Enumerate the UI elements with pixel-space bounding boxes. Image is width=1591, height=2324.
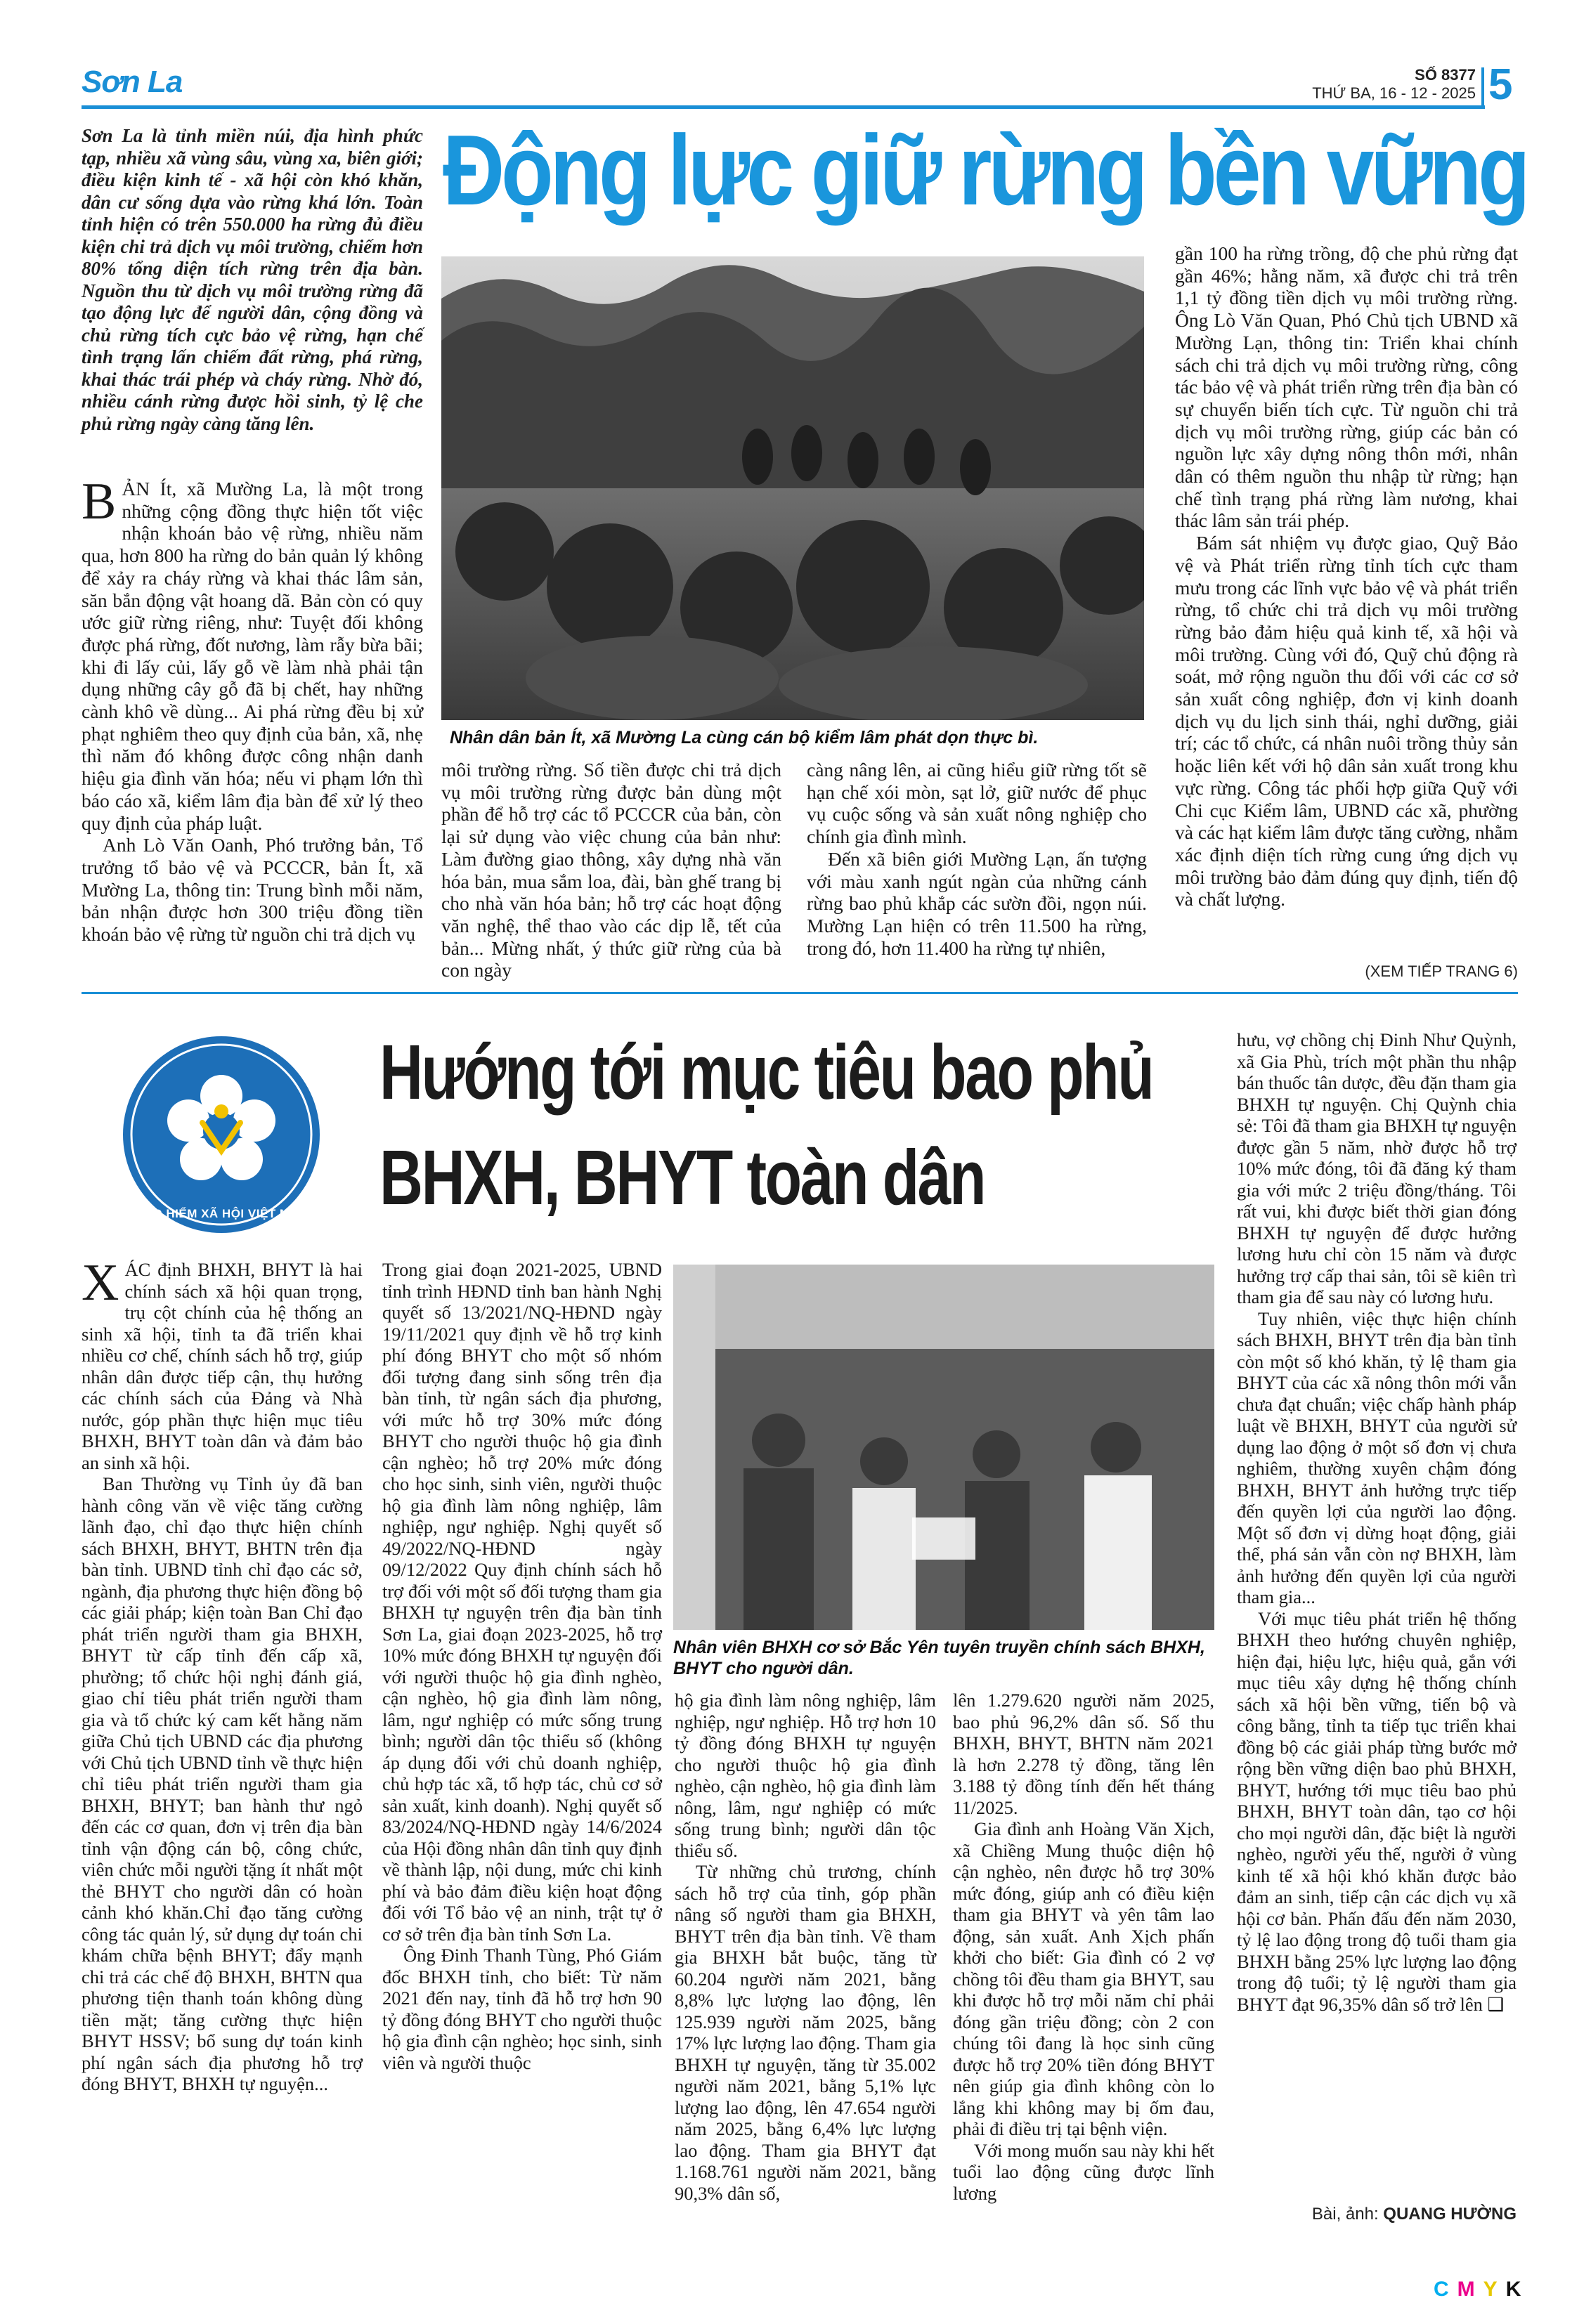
article2-col2-p1: Trong giai đoạn 2021-2025, UBND tỉnh trình HĐND tỉnh ban hành Nghị quyết số 13/2021/NQ-HĐND ngày 19/11/2021 quy định về hỗ trợ kinh phí đóng BHYT cho một số nhóm đối tượng đang sinh sống trên địa bàn tỉnh, từ ngân sách địa phương, với mức hỗ trợ 30% mức đóng BHYT cho người thuộc hộ gia đình cận nghèo; hỗ trợ 20% mức đóng cho học sinh, sinh viên, người thuộc hộ gia đình làm nông nghiệp, lâm nghiệp, ngư nghiệp. Nghị quyết số 49/2022/NQ-HĐND ngày 09/12/2022 Quy định chính sách hỗ trợ đối với một số đối tượng tham gia BHXH tự nguyện trên địa bàn tỉnh Sơn La, giai đoạn 2023-2025, hỗ trợ 10% mức đóng BHXH tự nguyện đối với người thuộc hộ gia đình nghèo, cận nghèo, hộ gia đình làm nông, lâm, ngư nghiệp có mức sống trung bình; người dân tộc thiểu số (không áp dụng đối với chủ doanh nghiệp, chủ hợp tác xã, tổ hợp tác, chủ cơ sở sản xuất, kinh doanh). Nghị quyết số 83/2024/NQ-HĐND ngày 14/6/2024 của Hội đồng nhân dân tỉnh quy định về thành lập, nội dung, mức chi kinh phí và bảo đảm điều kiện hoạt động đối với Tổ bảo vệ an ninh, trật tự ở cơ sở trên địa bàn tỉnh Sơn La. [382, 1259, 662, 1945]
article1-title: Động lực giữ rừng bền vững [443, 115, 1527, 226]
article1-sapo: Sơn La là tỉnh miền núi, địa hình phức tạp, nhiều xã vùng sâu, vùng xa, biên giới; điều kiện kinh tế - xã hội còn khó khăn, dân cư sống dựa vào rừng khá lớn. Toàn tỉnh hiện có trên 550.000 ha rừng đủ điều kiện chi trả dịch vụ môi trường, chiếm hơn 80% tổng diện tích rừng trên địa bàn. Nguồn thu từ dịch vụ môi trường rừng đã tạo động lực để người dân, cộng đồng và chủ rừng tích cực bảo vệ rừng, hạn chế tình trạng lấn chiếm đất rừng, phá rừng, khai thác trái phép và cháy rừng. Nhờ đó, nhiều cánh rừng được hồi sinh, tỷ lệ che phủ rừng ngày càng tăng lên. [82, 125, 423, 434]
article1-column-3 [807, 759, 1147, 959]
page-number: 5 [1488, 60, 1513, 109]
bhxh-logo [119, 1033, 323, 1236]
bhxh-outreach-image [673, 1265, 1214, 1630]
cmyk-marks [1434, 2278, 1529, 2302]
article2-col5-p2: Tuy nhiên, việc thực hiện chính sách BHXH, BHYT trên địa bàn tỉnh còn một số khó khăn, tỷ lệ tham gia BHYT của các xã nông thôn mới vẫn chưa đạt chuẩn; việc chấp hành pháp luật về BHXH, BHYT của người sử dụng lao động ở một số đơn vị chưa nghiêm, thường xuyên chậm đóng BHXH, BHYT ảnh hưởng trực tiếp đến quyền lợi của người lao động. Một số đơn vị dừng hoạt động, giải thể, phá sản vẫn còn nợ BHXH, làm ảnh hưởng đến quyền lợi của người tham gia... [1237, 1307, 1517, 1607]
article2-col3-p1: hộ gia đình làm nông nghiệp, lâm nghiệp, ngư nghiệp. Hỗ trợ hơn 10 tỷ đồng đóng BHXH tự nguyện cho người thuộc hộ gia đình nghèo, cận nghèo, hộ gia đình làm nông, lâm, ngư nghiệp có mức sống trung bình; người dân tộc thiểu số. [675, 1690, 936, 1861]
article2-column-1 [82, 1254, 363, 2095]
article2-title-line1: Hướng tới mục tiêu bao phủ [379, 1029, 1153, 1116]
article1-column-2 [441, 759, 781, 981]
article1-col2-p1: môi trường rừng. Số tiền được chi trả dịch vụ môi trường rừng được bản dùng một phần để hỗ trợ các tổ PCCCR của bản, còn lại sử dụng vào việc chung của bản như: Làm đường giao thông, xây dựng nhà văn hóa bản, mua sắm loa, đài, bàn ghế trang bị cho nhà văn hóa bản; hỗ trợ các hoạt động văn nghệ, thể thao vào các dịp lễ, tết của bản... Mừng nhất, ý thức giữ rừng của bà con ngày [441, 759, 781, 981]
article2-col4-p2: Gia đình anh Hoàng Văn Xịch, xã Chiềng Mung thuộc diện hộ cận nghèo, nên được hỗ trợ 30% mức đóng, giúp anh có điều kiện tham gia BHYT và yên tâm lao động, sản xuất. Anh Xịch phấn khởi cho biết: Gia đình có 2 vợ chồng tôi đều tham gia BHYT, sau khi được hỗ trợ mỗi năm chỉ phải đóng gần triệu đồng; còn 2 con chúng tôi đang là học sinh cũng được hỗ trợ 20% tiền đóng BHYT nên giúp gia đình không còn lo lắng khi không may bị ốm đau, phải đi điều trị tại bệnh viện. [953, 1818, 1214, 2139]
bhxh-logo-text: BẢO HIỂM XÃ HỘI VIỆT NAM [134, 1207, 309, 1220]
article2-photo [673, 1265, 1214, 1630]
article2-column-2 [382, 1259, 662, 2073]
article1-column-1 [82, 473, 423, 946]
forest-clearing-image [441, 256, 1144, 720]
article2-photo-caption: Nhân viên BHXH cơ sở Bắc Yên tuyên truyền chính sách BHXH, BHYT cho người dân. [673, 1638, 1205, 1678]
article2-col3-p2: Từ những chủ trương, chính sách hỗ trợ của tỉnh, góp phần nâng số người tham gia BHXH, BHYT trên địa bàn tỉnh. Về tham gia BHXH bắt buộc, tăng từ 60.204 người năm 2021, bằng 8,8% lực lượng lao động, lên 125.939 người năm 2025, bằng 17% lực lượng lao động. Tham gia BHXH tự nguyện, tăng từ 35.002 người năm 2021, bằng 5,1% lực lượng lao động, lên 47.654 người năm 2025, bằng 6,4% lực lượng lao động. Tham gia BHYT đạt 1.168.761 người năm 2021, bằng 90,3% dân số, [675, 1861, 936, 2204]
article1-continue-note: (XEM TIẾP TRANG 6) [1365, 962, 1518, 980]
article1-col1-p1: ẢN Ít, xã Mường La, là một trong những cộng đồng thực hiện tốt việc nhận khoán bảo vệ rừng, nhiều năm qua, hơn 800 ha rừng do bản quản lý không để xảy ra cháy rừng và khai thác lâm sản, săn bắn động vật hoang dã. Bản còn có quy ước giữ rừng riêng, như: Tuyệt đối không được phá rừng, đốt nương, làm rẫy bừa bãi; khi đi lấy củi, lấy gỗ về làm nhà phải tận dụng những cây gỗ đã bị chết, hay những cành khô về dùng... Ai phá rừng đều bị xử phạt nghiêm theo quy định của bản, xã, nhẹ thì năm đó không được công nhận danh hiệu gia đình văn hóa; nếu vi phạm lớn thì báo cáo xã, kiểm lâm địa bàn để xử lý theo quy định của pháp luật. [82, 478, 423, 834]
byline-name: QUANG HƯỜNG [1383, 2205, 1517, 2224]
article1-col4-p2: Bám sát nhiệm vụ được giao, Quỹ Bảo vệ và Phát triển rừng tỉnh tích cực tham mưu trong các lĩnh vực bảo vệ và phát triển rừng, tổ chức chi trả dịch vụ môi trường rừng bảo đảm hiệu quả kinh tế, xã hội và môi trường. Cùng với đó, Quỹ chủ động rà soát, mở rộng nguồn thu đối với các cơ sở sản xuất công nghiệp, đơn vị kinh doanh dịch vụ du lịch sinh thái, nghỉ dưỡng, giải trí; các tổ chức, cá nhân nuôi trồng thủy sản hoặc liên kết với hộ dân sản xuất trong khu vực rừng. Công tác phối hợp giữa Quỹ với Chi cục Kiểm lâm, UBND các xã, phường và các hạt kiểm lâm được tăng cường, nhằm xác định diện tích rừng cung ứng dịch vụ môi trường bảo đảm đúng quy định, tiến độ và chất lượng. [1175, 532, 1518, 910]
article-separator [82, 992, 1518, 994]
section-name: Sơn La [82, 65, 183, 99]
article2-dropcap: X [82, 1254, 119, 1312]
byline-label: Bài, ảnh: [1311, 2205, 1379, 2224]
article2-col5-p3: Với mục tiêu phát triển hệ thống BHXH theo hướng chuyên nghiệp, hiện đại, hiệu lực, hiệu quả, gắn với mục tiêu xây dựng hệ thống chính sách xã hội bền vững, tiến bộ và công bằng, tỉnh ta tiếp tục triển khai đồng bộ các giải pháp từng bước mở rộng bền vững diện bao phủ BHXH, BHYT, hướng tới mục tiêu bao phủ BHXH, BHYT toàn dân, tạo cơ hội cho mọi người dân, đặc biệt là người nghèo, người yếu thế, người ở vùng kinh tế xã hội khó khăn được bảo đảm an sinh, tiếp cận các dịch vụ xã hội cơ bản. Phấn đấu đến năm 2030, tỷ lệ lao động trong độ tuổi tham gia BHXH bằng 25% lực lượng lao động trong độ tuổi; tỷ lệ người tham gia BHYT đạt 96,35% dân số trở lên ❑ [1237, 1607, 1517, 2015]
article2-col1-p2: Ban Thường vụ Tỉnh ủy đã ban hành công văn về việc tăng cường lãnh đạo, chỉ đạo thực hiện chính sách BHXH, BHYT, BHTN trên địa bàn tỉnh. UBND tỉnh chỉ đạo các sở, ngành, địa phương thực hiện đồng bộ các giải pháp; kiện toàn Ban Chỉ đạo phát triển người tham gia BHXH, BHYT từ cấp tỉnh đến cấp xã, phường; tổ chức hội nghị đánh giá, giao chỉ tiêu phát triển người tham gia và tổ chức ký cam kết hằng năm giữa Chủ tịch UBND các địa phương với Chủ tịch UBND tỉnh về thực hiện chỉ tiêu phát triển người tham gia BHXH, BHYT; ban hành thư ngỏ đến các cơ quan, đơn vị trên địa bàn tỉnh vận động cán bộ, công chức, viên chức mỗi người tặng ít nhất một thẻ BHYT cho người dân có hoàn cảnh khó khăn.Chỉ đạo tăng cường công tác quản lý, sử dụng dự toán chi khám chữa bệnh BHYT; đẩy mạnh chi trả các chế độ BHXH, BHTN qua phương tiện thanh toán không dùng tiền mặt; tăng cường thực hiện BHYT HSSV; bổ sung dự toán kinh phí ngân sách địa phương hỗ trợ đóng BHYT, BHXH tự nguyện... [82, 1473, 363, 2094]
article2-column-4 [953, 1690, 1214, 2204]
article2-byline [1237, 2205, 1517, 2224]
page-number-divider [1481, 67, 1484, 105]
article2-column-3 [675, 1690, 936, 2204]
article2-col5-p1: hưu, vợ chồng chị Đinh Như Quỳnh, xã Gia Phù, trích một phần thu nhập bán thuốc tân dược, đều đặn tham gia BHXH tự nguyện. Chị Quỳnh chia sẻ: Tôi đã tham gia BHXH tự nguyện được gần 5 năm, nhờ được hỗ trợ 10% mức đóng, tôi đã đăng ký tham gia với mức 2 triệu đồng/tháng. Tôi rất vui, khi được biết thời gian đóng BHXH tự nguyện để được hưởng lương hưu chỉ còn 15 năm và được hưởng trợ cấp thai sản, tôi sẽ kiên trì tham gia để sau này có lương hưu. [1237, 1029, 1517, 1307]
article1-column-4 [1175, 242, 1518, 910]
article2-col2-p2: Ông Đinh Thanh Tùng, Phó Giám đốc BHXH tỉnh, cho biết: Từ năm 2021 đến nay, tỉnh đã hỗ trợ hơn 90 tỷ đồng đóng BHYT cho người thuộc hộ gia đình cận nghèo; học sinh, sinh viên và người thuộc [382, 1945, 662, 2073]
issue-date: THỨ BA, 16 - 12 - 2025 [1312, 84, 1476, 102]
cmyk-k: K [1505, 2278, 1530, 2301]
article1-dropcap: B [82, 473, 117, 530]
article2-col1-p1: ÁC định BHXH, BHYT là hai chính sách xã hội quan trọng, trụ cột chính của hệ thống an sinh xã hội, tỉnh ta đã triển khai nhiều cơ chế, chính sách hỗ trợ, giúp nhân dân được tiếp cận, thụ hưởng các chính sách của Đảng và Nhà nước, góp phần thực hiện mục tiêu BHXH, BHYT toàn dân và đảm bảo an sinh xã hội. [82, 1259, 363, 1473]
header-rule [82, 105, 1485, 109]
article2-col4-p3: Với mong muốn sau này khi hết tuổi lao động cũng được lĩnh lương [953, 2139, 1214, 2204]
article2-column-5 [1237, 1029, 1517, 2015]
article1-col3-p2: Đến xã biên giới Mường Lạn, ấn tượng với màu xanh ngút ngàn của những cánh rừng bao phủ khắp các sườn đồi, ngọn núi. Mường Lạn hiện có trên 11.500 ha rừng, trong đó, hơn 11.400 ha rừng tự nhiên, [807, 847, 1147, 959]
article1-col4-p1: gần 100 ha rừng trồng, độ che phủ rừng đạt gần 46%; hằng năm, xã được chi trả trên 1,1 tỷ đồng tiền dịch vụ môi trường rừng. Ông Lò Văn Quan, Phó Chủ tịch UBND xã Mường Lạn, thông tin: Triển khai chính sách chi trả dịch vụ môi trường rừng, công tác bảo vệ và phát triển rừng trên địa bàn có sự chuyển biến tích cực. Từ nguồn chi trả dịch vụ môi trường rừng, giúp các bản có nguồn lực xây dựng nông thôn mới, nhân dân có thêm nguồn thu nhập từ rừng; hạn chế tình trạng phá rừng làm nương, khai thác lâm sản trái phép. [1175, 242, 1518, 532]
article2-col4-p1: lên 1.279.620 người năm 2025, bao phủ 96,2% dân số. Số thu BHXH, BHYT, BHTN năm 2021 là hơn 2.278 tỷ đồng, tăng lên 3.188 tỷ đồng tính đến hết tháng 11/2025. [953, 1690, 1214, 1818]
article1-col1-p2: Anh Lò Văn Oanh, Phó trưởng bản, Tổ trưởng tổ bảo vệ và PCCCR, bản Ít, xã Mường La, thông tin: Trung bình mỗi năm, bản nhận được hơn 300 triệu đồng tiền khoán bảo vệ rừng từ nguồn chi trả dịch vụ [82, 834, 423, 946]
issue-number: SỐ 8377 [1415, 66, 1476, 84]
article1-col3-p1: càng nâng lên, ai cũng hiểu giữ rừng tốt sẽ hạn chế xói mòn, sạt lở, giữ nước để phục vụ cuộc sống và sản xuất nông nghiệp cho chính gia đình mình. [807, 759, 1147, 848]
cmyk-c: C [1434, 2278, 1457, 2301]
article2-title-line2: BHXH, BHYT toàn dân [379, 1135, 985, 1221]
cmyk-y: Y [1483, 2278, 1506, 2301]
article1-photo [441, 256, 1144, 720]
cmyk-m: M [1457, 2278, 1483, 2301]
article1-photo-caption: Nhân dân bản Ít, xã Mường La cùng cán bộ kiểm lâm phát dọn thực bì. [450, 728, 1039, 748]
bhxh-logo-icon [119, 1033, 323, 1236]
